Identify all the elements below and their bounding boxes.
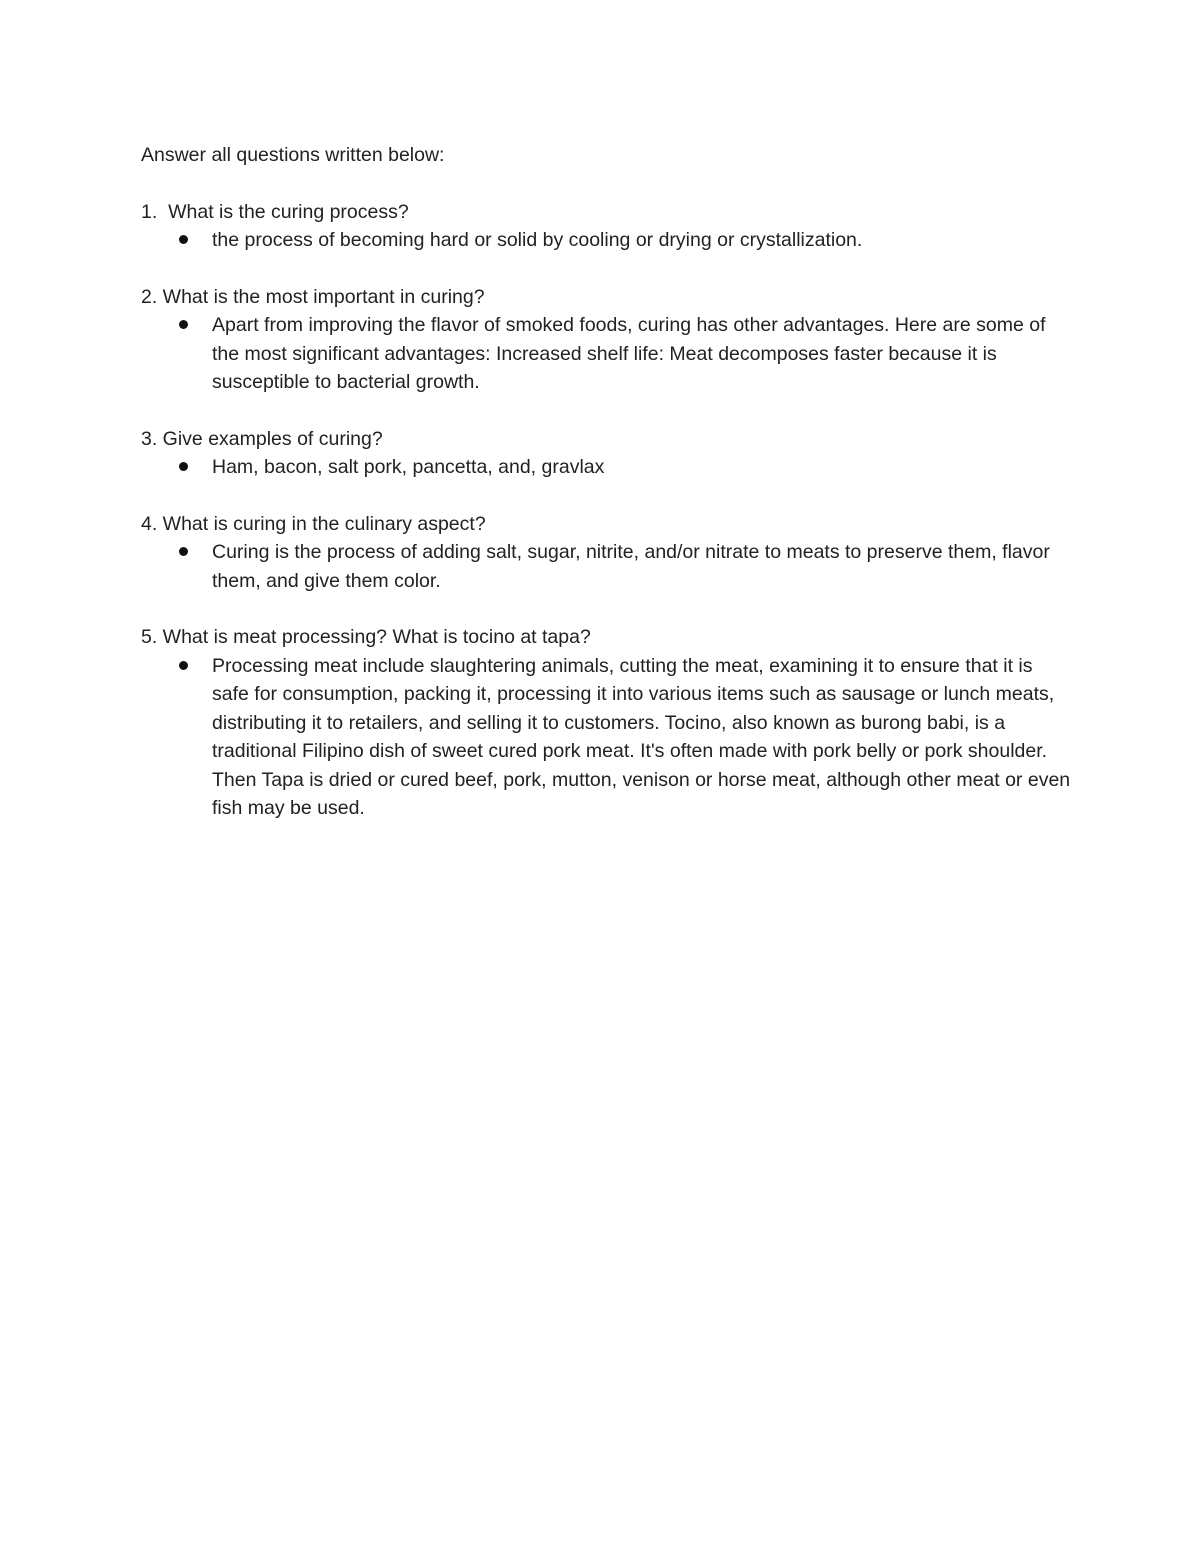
bullet-icon [179, 235, 188, 244]
answer-list-4 [141, 538, 1071, 595]
document-content [141, 141, 1071, 851]
question-block-4 [141, 510, 1071, 596]
answer-list-1 [141, 226, 1071, 255]
question-2: 2. What is the most important in curing? [141, 285, 485, 308]
answer-4 [212, 538, 1071, 595]
question-5: 5. What is meat processing? What is tocino at tapa? [141, 626, 591, 648]
question-4: 4. What is curing in the culinary aspect? [141, 512, 486, 535]
answer-text-1: the process of becoming hard or solid by cooling or drying or crystallization. [212, 229, 863, 251]
bullet-icon [179, 462, 188, 471]
answer-text-5: Processing meat include slaughtering animals, cutting the meat, examining it to ensure that it is safe for consumption, packing it, processing it into various items such as sausage or lunch meats, distributing it to retailers, and selling it to customers. Tocino, also known as burong babi, is a traditional Filipino dish of sweet cured pork meat. It's often made with pork belly or pork shoulder. Then Tapa is dried or cured beef, pork, mutton, venison or horse meat, although other meat or even fish may be used. [212, 654, 1071, 819]
question-1: 1. What is the curing process? [141, 200, 409, 223]
answer-2 [212, 311, 1071, 397]
answer-3 [212, 453, 1071, 482]
answer-list-5 [141, 652, 1071, 823]
question-block-5 [141, 623, 1071, 823]
answer-text-3: Ham, bacon, salt pork, pancetta, and, gravlax [212, 456, 605, 478]
answer-text-4: Curing is the process of adding salt, sugar, nitrite, and/or nitrate to meats to preserve them, flavor them, and give them color. [212, 541, 1050, 592]
bullet-icon [179, 661, 188, 670]
answer-list-3 [141, 453, 1071, 482]
bullet-icon [179, 320, 188, 329]
answer-5 [212, 652, 1071, 823]
question-3: 3. Give examples of curing? [141, 427, 383, 450]
question-block-3 [141, 425, 1071, 482]
instructions-text: Answer all questions written below: [141, 144, 445, 166]
answer-list-2 [141, 311, 1071, 397]
bullet-icon [179, 547, 188, 556]
question-block-1 [141, 198, 1071, 255]
answer-text-2: Apart from improving the flavor of smoked foods, curing has other advantages. Here are some of the most significant advantages: Increased shelf life: Meat decomposes faster because it is susceptible to bacterial growth. [212, 314, 1046, 393]
question-block-2 [141, 283, 1071, 397]
answer-1 [212, 226, 1071, 255]
